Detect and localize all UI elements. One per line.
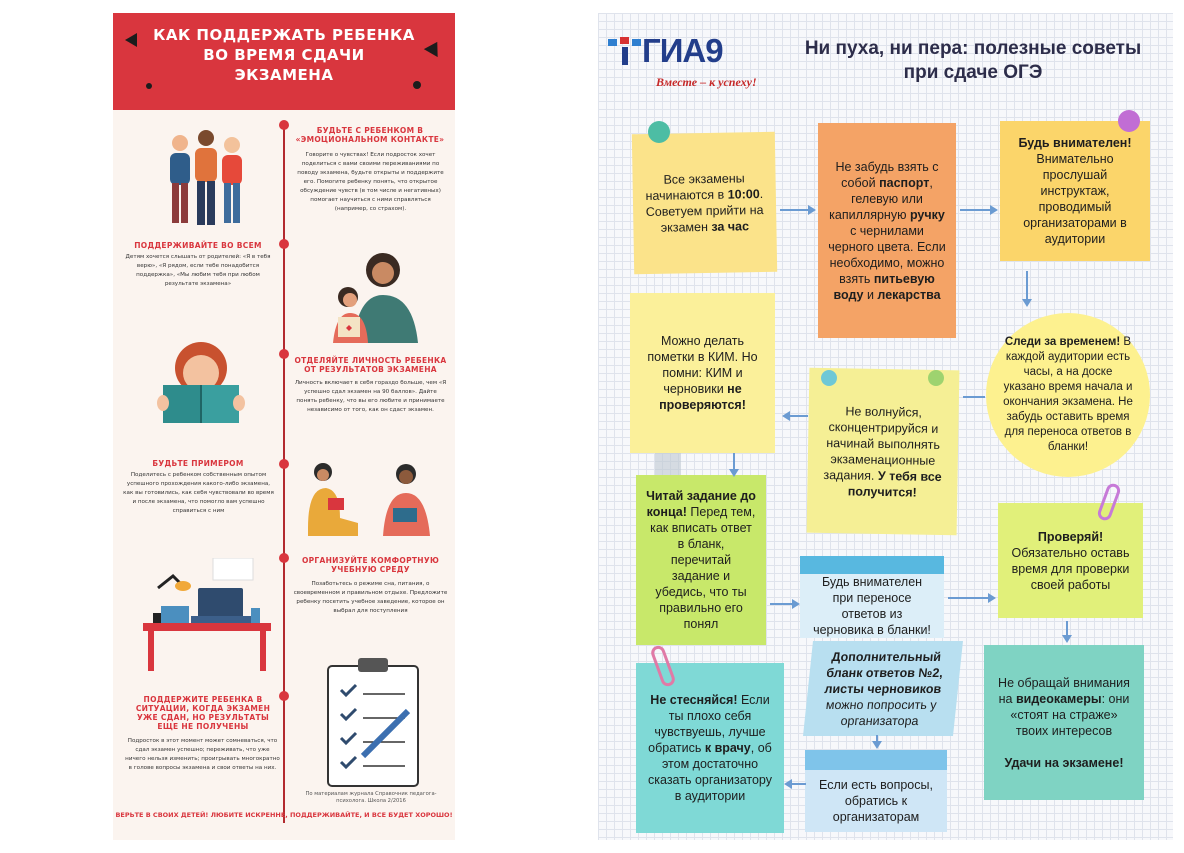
section-text: Позаботьтесь о режиме сна, питания, о своевременном и правильном отдыхе. Предложите ребенку посетить учебное заведение, которое он выбрал для поступления xyxy=(293,581,448,614)
section-title: ОТДЕЛЯЙТЕ ЛИЧНОСТЬ РЕБЕНКА ОТ РЕЗУЛЬТАТОВ ЭКЗАМЕНА xyxy=(294,356,447,374)
flow-arrow xyxy=(790,783,806,785)
flow-arrow xyxy=(770,603,792,605)
mother-daughter-illustration xyxy=(318,245,428,343)
pushpin-icon xyxy=(821,370,837,386)
section-title: ПОДДЕРЖИТЕ РЕБЕНКА В СИТУАЦИИ, КОГДА ЭКЗАМЕН УЖЕ СДАН, НО РЕЗУЛЬТАТЫ ЕЩЕ НЕ ПОЛУЧЕНЫ xyxy=(135,695,271,731)
poster-title: КАК ПОДДЕРЖАТЬ РЕБЕНКА ВО ВРЕМЯ СДАЧИ ЭКЗАМЕНА xyxy=(153,26,415,84)
timeline-dot xyxy=(279,691,289,701)
study-desk-illustration xyxy=(143,558,273,673)
parent-support-poster xyxy=(113,13,455,840)
oge-tips-poster xyxy=(598,13,1173,840)
girl-reading-illustration xyxy=(153,333,248,425)
pushpin-icon xyxy=(928,370,944,386)
timeline-dot xyxy=(279,239,289,249)
poster-title: Ни пуха, ни пера: полезные советы при сдаче ОГЭ xyxy=(804,38,1142,83)
arrow-head xyxy=(872,741,882,749)
dot-decoration xyxy=(413,81,421,89)
logo-figure-icon xyxy=(608,35,644,67)
arrow-head xyxy=(792,599,800,609)
note-transfer-answers: Будь внимателен при переносе ответов из черновика в бланки! xyxy=(800,556,944,638)
source-note: По материалам журнала Справочник педагога-психолога. Школа 2/2016 xyxy=(305,791,437,804)
arrow-head xyxy=(782,411,790,421)
timeline-dot xyxy=(279,553,289,563)
flow-arrow xyxy=(780,209,810,211)
arrow-head xyxy=(1062,635,1072,643)
checklist-clipboard-illustration xyxy=(323,656,423,788)
section-text: Подросток в этот момент может сомневаться, что сдал экзамен успешно; переживать, что уже ничего нельзя изменить; проигрывать многократно в голове вопросы экзамена и свои ответы на них. xyxy=(125,738,280,771)
section-title: БУДЬТЕ ПРИМЕРОМ xyxy=(152,459,244,468)
timeline-dot xyxy=(279,459,289,469)
family-illustration xyxy=(158,123,258,228)
timeline-dot xyxy=(279,120,289,130)
section-text: Поделитесь с ребенком собственным опытом успешного прохождения какого-либо экзамена, как вы готовились, как себя чувствовали во время и после экзамена, что помогло вам успешно справиться с ним xyxy=(123,472,274,514)
note-start-time: Все экзамены начинаются в 10:00. Советуем прийти на экзамен за час xyxy=(632,132,777,274)
pushpin-icon xyxy=(1118,110,1140,132)
note-watch-time: Следи за временем! В каждой аудитории есть часы, а на доске указано время начала и окончания экзамена. Не забудь оставить время для переноса ответов в бланки! xyxy=(986,313,1150,477)
poster-footer: ВЕРЬТЕ В СВОИХ ДЕТЕЙ! ЛЮБИТЕ ИСКРЕННЕ, ПОДДЕРЖИВАЙТЕ, И ВСЕ БУДЕТ ХОРОШО! xyxy=(115,811,453,819)
section-title: БУДЬТЕ С РЕБЕНКОМ В «ЭМОЦИОНАЛЬНОМ КОНТАКТЕ» xyxy=(295,126,445,144)
flow-arrow xyxy=(960,209,992,211)
poster-header xyxy=(113,13,455,110)
arrow-head xyxy=(729,469,739,477)
flow-arrow xyxy=(963,396,985,398)
note-dont-hesitate: Не стесняйся! Если ты плохо себя чувствуешь, лучше обратись к врачу, об этом достаточно сказать организатору в аудитории xyxy=(636,663,784,833)
arrow-head xyxy=(784,779,792,789)
section-text: Личность включает в себя гораздо больше, чем «Я успешно сдал экзамен на 90 баллов». Дайте понять ребенку, что вы его любите и принимаете независимо от того, как он сдаст экзамен. xyxy=(294,380,447,413)
note-check-work: Проверяй! Обязательно оставь время для проверки своей работы xyxy=(998,503,1143,618)
triangle-decoration xyxy=(125,33,137,47)
note-read-task: Читай задание до конца! Перед тем, как вписать ответ в бланк, перечитай задание и убедись, что ты правильно его понял xyxy=(636,475,766,645)
section-title: ОРГАНИЗУЙТЕ КОМФОРТНУЮ УЧЕБНУЮ СРЕДУ xyxy=(301,556,440,574)
arrow-head xyxy=(990,205,998,215)
note-dont-worry: Не волнуйся, сконцентрируйся и начинай выполнять экзаменационные задания. У тебя все получится! xyxy=(807,368,960,536)
flow-arrow xyxy=(948,597,988,599)
note-questions: Если есть вопросы, обратись к организаторам xyxy=(805,750,947,832)
logo-name: ГИА9 xyxy=(642,32,723,69)
readers-illustration xyxy=(298,458,443,543)
logo-slogan: Вместе – к успеху! xyxy=(656,75,757,89)
pushpin-icon xyxy=(648,121,670,143)
note-cameras: Не обращай внимания на видеокамеры: они «стоят на страже» твоих интересов Удачи на экзамене! xyxy=(984,645,1144,800)
dot-decoration xyxy=(146,83,152,89)
gia9-logo xyxy=(606,27,786,97)
arrow-head xyxy=(1022,299,1032,307)
section-text: Говорите о чувствах! Если подросток хочет поделиться с вами своими переживаниями по поводу экзамена, будьте открыты и поддержите его. Помогите ребенку понять, что открытое обсуждение чувств (в том числе и негативных) помогает научиться с ними справляться (например, со страхом). xyxy=(297,152,444,212)
note-extra-blank: Дополнительный бланк ответов №2, листы черновиков можно попросить у организатора xyxy=(803,641,963,736)
triangle-decoration xyxy=(424,38,444,57)
note-kim-drafts: Можно делать пометки в КИМ. Но помни: КИМ и черновики не проверяются! xyxy=(630,293,775,453)
arrow-head xyxy=(988,593,996,603)
note-be-attentive: Будь внимателен! Внимательно прослушай инструктаж, проводимый организаторами в аудитории xyxy=(1000,121,1150,261)
section-title: ПОДДЕРЖИВАЙТЕ ВО ВСЕМ xyxy=(134,241,262,250)
flow-arrow xyxy=(1026,271,1028,301)
timeline-line xyxy=(283,123,285,823)
timeline-dot xyxy=(279,349,289,359)
flow-arrow xyxy=(788,415,808,417)
arrow-head xyxy=(808,205,816,215)
section-text: Детям хочется слышать от родителей: «Я в тебя верю», «Я рядом, если тебе понадобится поддержка», «Мы любим тебя при любом результате экзамена» xyxy=(125,254,271,287)
note-what-to-bring: Не забудь взять с собой паспорт, гелевую или капиллярную ручку с чернилами черного цвета. Если необходимо, можно взять питьевую воду и лекарства xyxy=(818,123,956,338)
